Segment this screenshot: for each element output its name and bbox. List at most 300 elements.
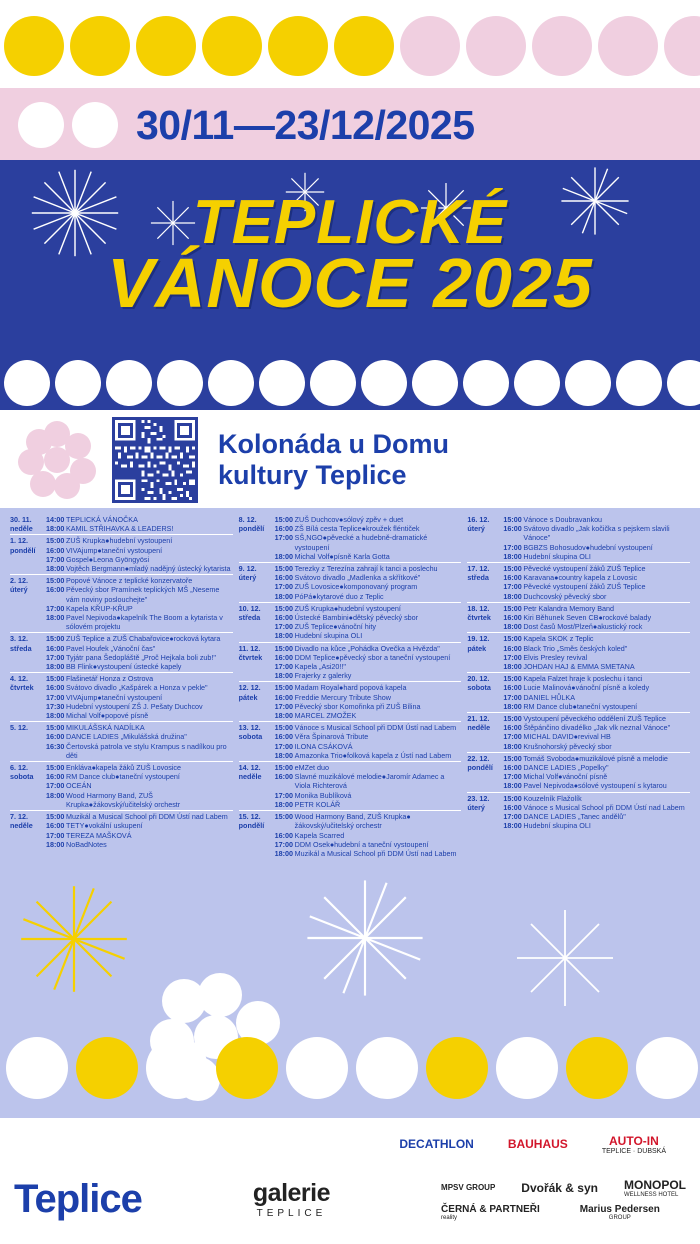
program-event-description: ZŠ Bílá cesta Teplice●kroužek fléntiček: [294, 524, 420, 534]
program-event-description: Vystoupení pěveckého oddělení ZUŠ Teplice: [523, 714, 666, 724]
program-day: [467, 712, 690, 752]
program-event: [275, 723, 462, 732]
program-event-description: Monika Bublíková: [294, 790, 352, 800]
program-event-time: 16:00: [503, 723, 522, 733]
program-event-description: Karavana●country kapela z Lovosic: [523, 573, 638, 583]
decor-dot: [532, 16, 592, 76]
program-event-time: 17:00: [503, 732, 522, 742]
program-event-description: DANCE LADIES „Mikulášská družina": [66, 732, 187, 742]
program-event-description: TETY●vokální uskupení: [66, 821, 143, 831]
program-event: [46, 653, 233, 662]
program-event-time: 18:00: [46, 613, 65, 623]
decor-circle: [463, 360, 509, 406]
program-event: [503, 742, 690, 751]
program-event-time: 17:00: [46, 830, 65, 840]
program-day-date-text: 7. 12.: [10, 812, 28, 822]
program-event: [275, 524, 462, 533]
program-day-events: [46, 634, 233, 671]
program-event-time: 18:00: [503, 741, 522, 751]
program-event-time: 15:00: [503, 634, 522, 644]
program-day-date-text: 18. 12.: [467, 603, 490, 613]
decor-circle: [146, 1037, 208, 1099]
program-day-date: [10, 723, 46, 760]
program-event-time: 15:00: [46, 812, 65, 822]
program-event: [275, 763, 462, 772]
program-event-time: 18:00: [274, 551, 294, 561]
program-day: [10, 810, 233, 850]
program-day-date-text: 4. 12.: [10, 674, 28, 684]
program-event-time: 15:00: [274, 723, 294, 733]
program-event-description: ZUŠ Teplice a ZUŠ Chabařovice●rocková kytara: [66, 634, 221, 644]
program-column: [10, 514, 233, 878]
program-day-weekday: úterý: [10, 585, 28, 595]
program-event-description: ZUŠ Lovosice●komponovaný program: [294, 582, 418, 592]
program-event-time: 16:00: [46, 643, 65, 653]
program-event: [503, 622, 690, 631]
sponsor-cerna-sub: reality: [441, 1214, 458, 1221]
program-event-time: 17:00: [46, 554, 65, 564]
program-event-description: Lucie Malinová●vánoční písně a koledy: [523, 683, 650, 693]
program-column: [467, 514, 690, 878]
sponsor-marius-name: Marius Pedersen: [579, 1203, 660, 1215]
program-event-description: Petr Kalandra Memory Band: [523, 603, 615, 613]
decor-dot: [598, 16, 658, 76]
program-day-date-text: 2. 12.: [10, 576, 28, 586]
program-day-weekday: středa: [467, 573, 489, 583]
program-event-description: Kouzelník Flažolík: [523, 793, 582, 803]
decor-circle: [106, 360, 152, 406]
program-event: [503, 702, 690, 711]
decor-dot: [664, 16, 700, 76]
program-event-description: MIKULÁŠSKÁ NADÍLKA: [66, 723, 145, 733]
program-event-time: 15:00: [46, 536, 65, 546]
program-event: [275, 849, 462, 858]
event-title-line2: VÁNOCE 2025: [107, 244, 593, 322]
decor-circle: [208, 360, 254, 406]
program-event: [46, 742, 233, 760]
program-event-description: Pěvecký sbor Pramínek teplických MŠ „Neseme vám noviny poslouchejte": [66, 585, 220, 604]
program-event-time: 14:00: [46, 515, 65, 524]
qr-code[interactable]: [112, 417, 198, 503]
program-event: [46, 812, 233, 821]
program-event-time: 17:00: [274, 790, 294, 800]
program-event: [275, 552, 462, 561]
program-event-time: 16:00: [274, 830, 294, 840]
program-event: [503, 613, 690, 622]
decor-circle: [496, 1037, 558, 1099]
decor-circle: [157, 360, 203, 406]
program-event: [46, 763, 233, 772]
program-day-date-text: 17. 12.: [467, 564, 490, 574]
program-event-description: Pavel Houfek „Vánoční čas": [66, 643, 156, 653]
program-day-weekday: úterý: [467, 802, 485, 812]
program-day-date: [467, 515, 503, 561]
program-day: [467, 514, 690, 562]
program-day-date-text: 5. 12.: [10, 723, 28, 733]
program-event-time: 15:00: [503, 515, 522, 524]
program-day-date-text: 13. 12.: [238, 723, 261, 733]
program-day-weekday: pondělí: [10, 545, 36, 555]
decor-circle: [310, 360, 356, 406]
program-event-description: Michal Volf●popové písně: [66, 711, 149, 721]
program-event-description: Elvis Presley revival: [523, 652, 588, 662]
decor-circle: [356, 1037, 418, 1099]
program-day-date-text: 15. 12.: [238, 812, 261, 822]
program-event: [46, 585, 233, 603]
program-event-description: Amazonka Trio●folková kapela z Ústí nad Labem: [294, 750, 452, 760]
program-event-time: 15:00: [274, 603, 294, 613]
program-event: [275, 613, 462, 622]
program-day-date: [467, 754, 503, 791]
program-event: [46, 732, 233, 741]
program-event-time: 16:00: [274, 652, 294, 662]
sponsor-mpsv: MPSV GROUP: [441, 1183, 496, 1192]
date-bar-dots: [0, 102, 118, 148]
program-event-time: 17:00: [503, 812, 522, 822]
program-day-weekday: čtvrtek: [467, 613, 491, 623]
sponsor-dvorak-syn: Dvořák & syn: [521, 1180, 598, 1195]
flower-decoration: [18, 421, 96, 499]
program-day: [10, 761, 233, 810]
venue-line-1: Kolonáda u Domu: [218, 429, 449, 459]
decor-circle: [667, 360, 700, 406]
program-event: [503, 723, 690, 732]
decor-dot: [466, 16, 526, 76]
program-day-date-text: 6. 12.: [10, 763, 28, 773]
decor-circle: [361, 360, 407, 406]
program-event-time: 17:00: [503, 582, 522, 592]
program-event: [503, 604, 690, 613]
program-event: [503, 812, 690, 821]
program-event-time: 15:00: [46, 723, 65, 733]
program-event-time: 15:00: [503, 753, 522, 763]
program-day-events: [275, 515, 462, 561]
program-event-time: 18:00: [503, 591, 522, 601]
program-event: [503, 582, 690, 591]
venue-location: [218, 429, 449, 491]
program-event-time: 17:00: [46, 781, 65, 791]
program-event-description: Svátovo divadlo „Madlenka a skřítkové": [294, 573, 421, 583]
program-event: [275, 732, 462, 741]
sponsor-monopol: [624, 1178, 686, 1198]
program-event: [275, 742, 462, 751]
program-event: [275, 840, 462, 849]
program-day-date: [239, 723, 275, 760]
sponsor-row-1: [14, 1124, 686, 1164]
program-event-description: Freddie Mercury Tribute Show: [294, 692, 391, 702]
program-event: [275, 653, 462, 662]
program-event: [46, 604, 233, 613]
program-event-description: Svátovo divadlo „Jak kočička s pejskem slavili Vánoce": [523, 524, 670, 543]
bottom-decoration: [0, 878, 700, 1118]
program-event-time: 15:00: [274, 515, 294, 524]
program-event-time: 15:00: [274, 564, 294, 574]
program-day-date-text: 9. 12.: [238, 564, 257, 574]
program-event: [275, 751, 462, 760]
program-day: [239, 761, 462, 810]
program-day-events: [503, 515, 690, 561]
program-event-time: 16:00: [503, 683, 522, 693]
program-event: [503, 515, 690, 524]
program-event-description: Black Trio „Směs českých koled": [523, 643, 628, 653]
program-day: [10, 721, 233, 761]
event-title-line1: TEPLICKÉ: [192, 188, 508, 257]
program-event-time: 17:00: [274, 582, 294, 592]
sponsor-bauhaus: BAUHAUS: [507, 1137, 568, 1151]
program-day-events: [46, 515, 233, 533]
decor-circle: [616, 360, 662, 406]
sponsor-marius-pedersen: [580, 1204, 660, 1221]
program-event-time: 17:00: [274, 533, 294, 543]
program-event-description: Ústecké Bambini●dětský pěvecký sbor: [294, 613, 419, 623]
program-event: [503, 634, 690, 643]
program-event: [46, 536, 233, 545]
program-event-description: DANIEL HŮLKA: [523, 692, 576, 702]
decor-dot: [18, 102, 64, 148]
program-day-date-text: 8. 12.: [238, 515, 257, 524]
program-day-date-text: 3. 12.: [10, 634, 28, 644]
program-day-date: [10, 763, 46, 809]
program-event-description: Vojtěch Bergmann●mladý nadějný ústecký kytarista: [66, 564, 231, 574]
program-day: [239, 721, 462, 761]
program-event-time: 18:00: [46, 524, 65, 534]
program-event: [46, 781, 233, 790]
date-range-bar: [0, 88, 700, 162]
program-event: [46, 683, 233, 692]
decor-circle: [286, 1037, 348, 1099]
program-event-description: RM Dance club●taneční vystoupení: [66, 772, 180, 782]
program-event-description: eMZet duo: [294, 763, 330, 773]
program-event: [46, 613, 233, 631]
program-event: [275, 662, 462, 671]
program-event-description: ZUŠ Teplice●vánoční hity: [294, 622, 376, 632]
decor-dot: [202, 16, 262, 76]
program-event-description: Pěvecké vystoupení žáků ZUŠ Teplice: [523, 564, 646, 574]
program-event-description: BGBZS Bohosudov●hudební vystoupení: [523, 542, 653, 552]
decor-dot: [334, 16, 394, 76]
galerie-logo-line2: TEPLICE: [256, 1208, 327, 1219]
program-schedule: [0, 508, 700, 878]
program-event-description: Enklávа●kapela žáků ZUŠ Lovosice: [66, 763, 182, 773]
program-event-description: Kapela Scarred: [294, 830, 345, 840]
decor-circle: [76, 1037, 138, 1099]
program-day-weekday: pátek: [238, 692, 258, 702]
sponsor-autoin: [602, 1134, 666, 1155]
program-day-events: [503, 754, 690, 791]
program-day-date-text: 23. 12.: [467, 793, 490, 803]
program-event: [46, 831, 233, 840]
program-event: [503, 732, 690, 741]
program-event-time: 16:00: [503, 802, 522, 812]
starburst-icon: [510, 908, 620, 1008]
program-day-weekday: neděle: [467, 723, 491, 733]
decor-dot: [4, 16, 64, 76]
program-event-time: 15:00: [503, 564, 522, 574]
program-event-description: Muzikál a Musical School při DDM Ústí nad Labem: [66, 812, 228, 822]
program-event: [275, 671, 462, 680]
venue-line-2: kultury Teplice: [218, 460, 407, 490]
program-day-date-text: 22. 12.: [467, 753, 490, 763]
program-event: [275, 515, 462, 524]
program-event-time: 16:00: [46, 585, 65, 595]
program-day-events: [46, 536, 233, 573]
program-event-description: Pěvecký sbor Komořinka při ZUŠ Bílina: [294, 701, 421, 711]
program-event-time: 18:00: [274, 799, 294, 809]
program-event-description: PóPá●kytarové duo z Teplic: [294, 591, 384, 601]
program-event-time: 16:00: [274, 692, 294, 702]
sponsor-autoin-sub: TEPLICE · DUBSKÁ: [601, 1147, 666, 1155]
date-range-text: 30/11—23/12/2025: [136, 101, 475, 148]
program-event: [503, 693, 690, 702]
program-day-weekday: pátek: [467, 643, 487, 653]
program-event-time: 16:00: [274, 732, 294, 742]
program-event-time: 16:00: [46, 772, 65, 782]
program-day-date: [467, 634, 503, 671]
program-event: [46, 772, 233, 781]
program-event: [503, 754, 690, 763]
program-event-time: 15:00: [46, 634, 65, 644]
program-event-description: Hudební skupina OLI: [523, 821, 591, 831]
program-event-description: Popové Vánoce z teplické konzervatoře: [66, 576, 193, 586]
program-event: [275, 644, 462, 653]
program-event-time: 16:00: [46, 545, 65, 555]
program-event-time: 18:00: [274, 848, 294, 858]
sponsor-row-2: [14, 1164, 686, 1234]
starburst-icon: [14, 884, 134, 994]
program-event-description: Flašinetář Honza z Ostrova: [66, 674, 154, 684]
program-day-date-text: 20. 12.: [467, 674, 490, 684]
program-event: [46, 674, 233, 683]
program-day-events: [275, 812, 462, 858]
program-event-time: 15:00: [274, 643, 294, 653]
program-event-description: VIVAjump●taneční vystoupení: [66, 545, 163, 555]
program-event-description: Čertovská patrola ve stylu Krampus s nadílkou pro děti: [66, 741, 227, 760]
program-day-date: [10, 515, 46, 533]
program-event-time: 15:00: [503, 674, 522, 684]
program-event: [503, 794, 690, 803]
venue-band: [0, 410, 700, 510]
program-event-time: 18:00: [503, 622, 522, 632]
program-day-events: [275, 644, 462, 681]
program-event-description: DANCE LADIES „Tanec andělů": [523, 812, 626, 822]
program-event: [46, 693, 233, 702]
program-event-description: ILONA CSÁKOVÁ: [294, 741, 353, 751]
program-event: [46, 555, 233, 564]
program-day-date-text: 10. 12.: [238, 603, 261, 613]
program-event: [275, 683, 462, 692]
decor-circle: [514, 360, 560, 406]
decor-circle: [259, 360, 305, 406]
program-event: [503, 683, 690, 692]
program-event-description: Slavné muzikálové melodie●Jaromír Adamec a Viola Richterová: [294, 772, 445, 791]
program-day-weekday: neděle: [10, 821, 33, 831]
program-event: [503, 564, 690, 573]
program-day-weekday: neděle: [10, 524, 33, 534]
program-day: [10, 534, 233, 574]
program-day-date-text: 12. 12.: [238, 683, 261, 693]
program-event-time: 18:00: [503, 781, 522, 791]
decor-dot: [72, 102, 118, 148]
decor-dot: [70, 16, 130, 76]
program-event-time: 18:00: [46, 790, 65, 800]
decor-circle: [636, 1037, 698, 1099]
program-event-time: 17:00: [274, 662, 294, 672]
program-day-events: [275, 763, 462, 809]
decor-circle: [4, 360, 50, 406]
program-event-description: PETR KOLÁŘ: [294, 799, 341, 809]
program-event-description: Michal Volf●písně Karla Gotta: [294, 551, 390, 561]
program-day-weekday: sobota: [238, 732, 263, 742]
program-day-events: [503, 674, 690, 711]
program-event-time: 15:00: [274, 812, 294, 822]
sponsor-cerna-partneri: [441, 1204, 540, 1221]
program-event: [275, 622, 462, 631]
program-event-description: Gospel●Leona Gyöngyösi: [66, 554, 150, 564]
program-event-time: 16:00: [274, 772, 294, 782]
program-event-description: Pěvecké vystoupení žáků ZUŠ Teplice: [523, 582, 646, 592]
program-event: [46, 711, 233, 720]
decor-circle: [426, 1037, 488, 1099]
program-event-description: Frajerky z galerky: [294, 671, 352, 681]
hero-circle-row: [0, 356, 700, 410]
program-event-description: Terezky z Terezína zahrají k tanci a poslechu: [294, 564, 438, 574]
program-event-description: RM Dance club●taneční vystoupení: [523, 701, 638, 711]
sponsor-cerna-name: ČERNÁ & PARTNEŘI: [441, 1203, 540, 1215]
program-event-description: JOHDAN HAJ & EMMA SMETANA: [523, 662, 635, 672]
program-event: [503, 781, 690, 790]
program-day-date: [467, 604, 503, 632]
program-event: [46, 840, 233, 849]
program-day-date: [239, 515, 275, 561]
program-event-time: 16:00: [274, 573, 294, 583]
program-event: [503, 803, 690, 812]
program-day-weekday: středa: [238, 613, 261, 623]
program-event-description: DANCE LADIES „Popelky": [523, 763, 609, 773]
program-day-date: [467, 564, 503, 601]
program-event-time: 18:00: [274, 671, 294, 681]
program-event: [275, 791, 462, 800]
program-event: [503, 543, 690, 552]
program-column: [239, 514, 462, 878]
program-day-date: [10, 576, 46, 631]
program-day-date-text: 14. 12.: [238, 763, 261, 773]
program-day: [239, 562, 462, 602]
program-event: [46, 723, 233, 732]
program-event: [503, 674, 690, 683]
program-day: [239, 514, 462, 562]
program-event-description: ZUŠ Krupka●hudební vystoupení: [294, 603, 401, 613]
program-day-events: [503, 634, 690, 671]
program-event-description: VIVAjump●taneční vystoupení: [66, 692, 163, 702]
program-event-description: SŠ,NGO●pěvecké a hudebně-dramatické vystoupení: [294, 533, 428, 552]
program-event: [46, 524, 233, 533]
program-event-time: 16:00: [503, 643, 522, 653]
decor-dot: [268, 16, 328, 76]
program-event-description: Madam Royal●hard popová kapela: [294, 683, 407, 693]
program-event: [275, 702, 462, 711]
program-day: [10, 514, 233, 534]
starburst-icon: [300, 878, 430, 998]
program-event-description: Kiri Běhunek Seven CB●rockové balady: [523, 613, 652, 623]
program-event: [503, 524, 690, 542]
program-event-description: Tyjátr pana Šedopláště „Proč Hejkala boli zub!": [66, 652, 216, 662]
program-event-time: 18:00: [503, 821, 522, 831]
program-event: [503, 573, 690, 582]
program-day-events: [275, 683, 462, 720]
program-event: [275, 800, 462, 809]
program-day-date: [10, 674, 46, 720]
program-event-time: 15:00: [503, 603, 522, 613]
